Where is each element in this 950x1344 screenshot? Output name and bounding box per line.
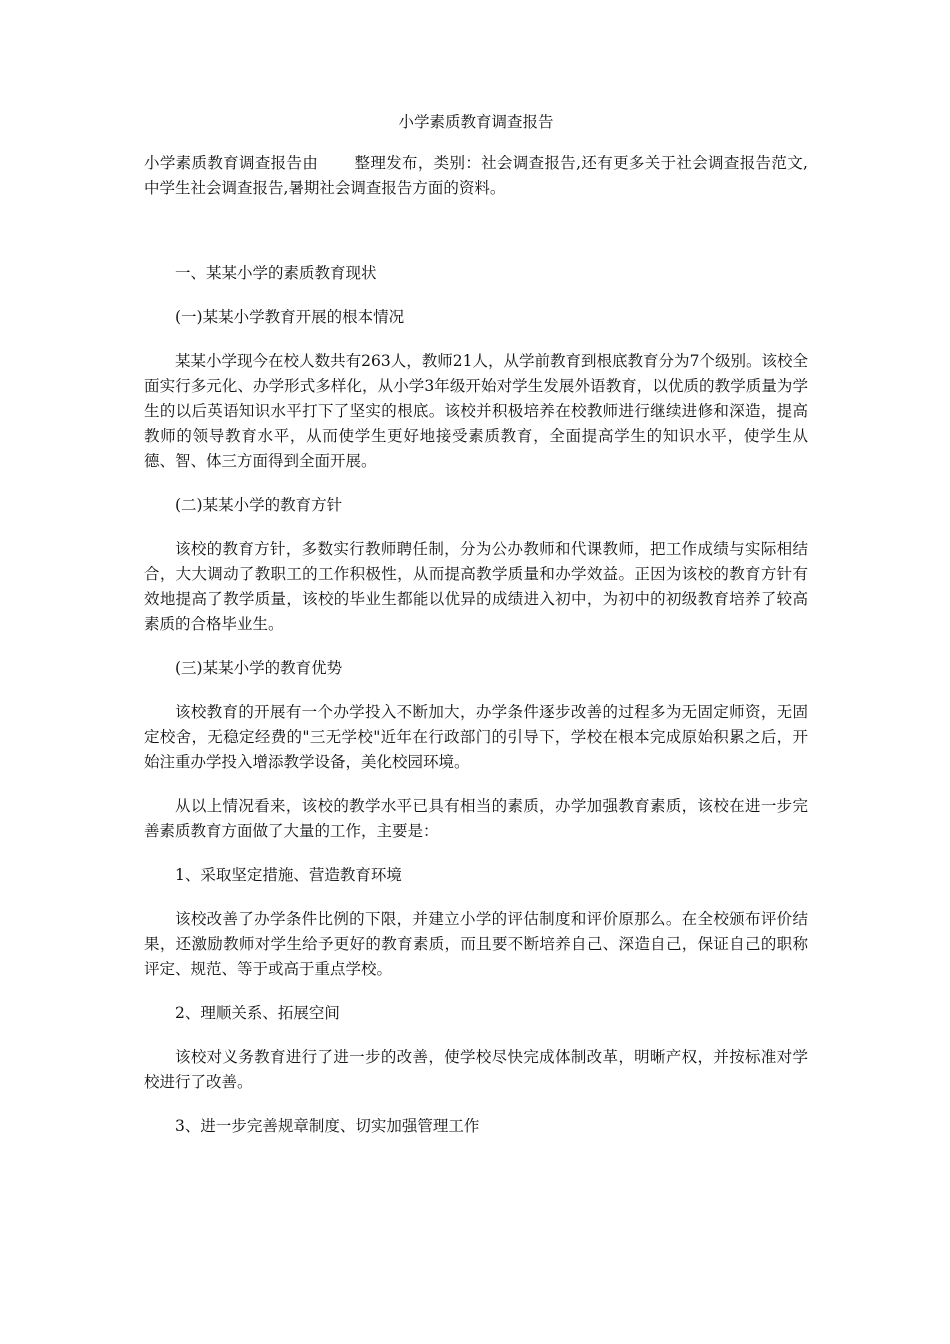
body-paragraph: 该校改善了办学条件比例的下限，并建立小学的评估制度和评价原那么。在全校颁布评价结果，还激励教师对学生给予更好的教育素质，而且要不断培养自己、深造自己，保证自己的职称评定、规范、等于或高于重点学校。 — [144, 910, 808, 978]
subsection-heading: (二)某某小学的教育方针 — [175, 496, 343, 514]
intro-prefix: 小学素质教育调查报告由 — [144, 154, 319, 172]
body-paragraph: 从以上情况看来，该校的教学水平已具有相当的素质，办学加强教育素质，该校在进一步完善素质教育方面做了大量的工作，主要是： — [144, 797, 808, 840]
subsection-heading: (三)某某小学的教育优势 — [175, 659, 343, 677]
numbered-heading: 1、采取坚定措施、营造教育环境 — [175, 866, 402, 884]
body-paragraph: 该校的教育方针，多数实行教师聘任制，分为公办教师和代课教师，把工作成绩与实际相结合，大大调动了教职工的工作积极性，从而提高教学质量和办学效益。正因为该校的教育方针有效地提高了教学质量，该校的毕业生都能以优异的成绩进入初中，为初中的初级教育培养了较高素质的合格毕业生。 — [144, 540, 808, 633]
document-title: 小学素质教育调查报告 — [398, 113, 554, 131]
section-heading: 一、某某小学的素质教育现状 — [175, 264, 377, 282]
numbered-heading: 3、进一步完善规章制度、切实加强管理工作 — [175, 1117, 480, 1135]
document-intro — [144, 151, 808, 201]
body-paragraph: 该校教育的开展有一个办学投入不断加大，办学条件逐步改善的过程多为无固定师资，无固定校舍，无稳定经费的"三无学校"近年在行政部门的引导下，学校在根本完成原始积累之后，开始注重办学投入增添教学设备，美化校园环境。 — [144, 703, 808, 771]
body-paragraph: 某某小学现今在校人数共有263人，教师21人，从学前教育到根底教育分为7个级别。该校全面实行多元化、办学形式多样化，从小学3年级开始对学生发展外语教育，以优质的教学质量为学生的以后英语知识水平打下了坚实的根底。该校并积极培养在校教师进行继续进修和深造，提高教师的领导教育水平，从而使学生更好地接受素质教育，全面提高学生的知识水平，使学生从德、智、体三方面得到全面开展。 — [144, 352, 808, 470]
body-paragraph: 该校对义务教育进行了进一步的改善，使学校尽快完成体制改革，明晰产权，并按标准对学校进行了改善。 — [144, 1048, 808, 1091]
subsection-heading: (一)某某小学教育开展的根本情况 — [175, 308, 405, 326]
document-page — [144, 110, 808, 1158]
intro-rest: 整理发布，类别：社会调查报告,还有更多关于社会调查报告范文,中学生社会调查报告,暑期社会调查报告方面的资料。 — [144, 154, 808, 197]
numbered-heading: 2、理顺关系、拓展空间 — [175, 1004, 340, 1022]
